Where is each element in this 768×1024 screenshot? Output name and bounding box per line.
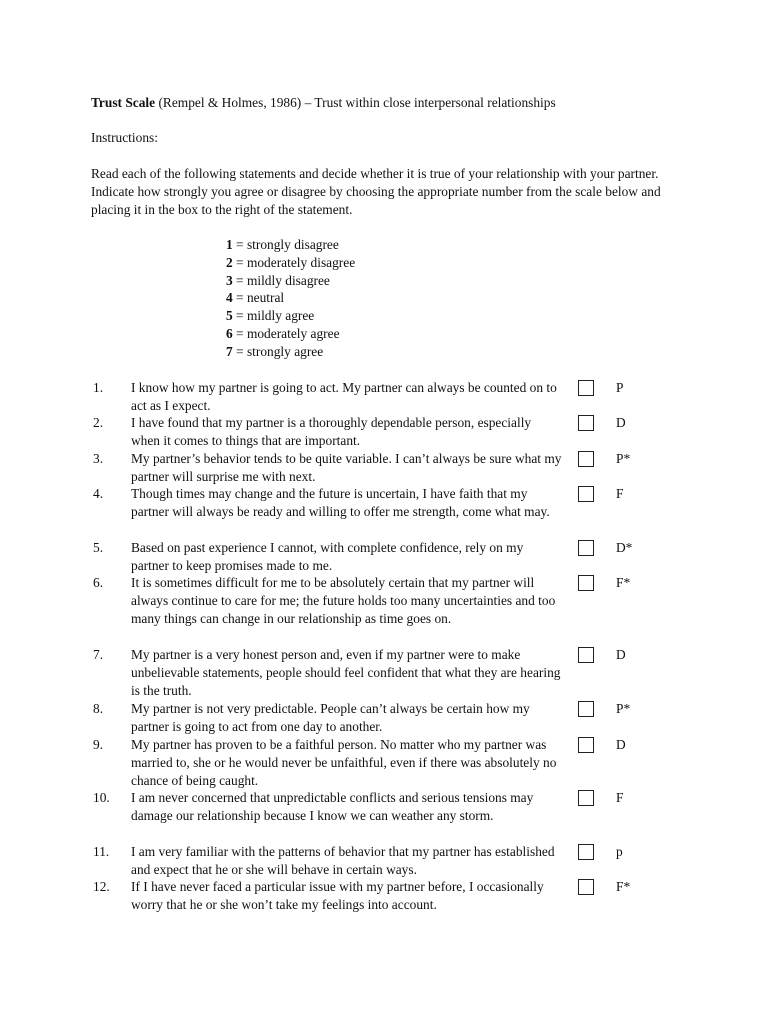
statement-text: My partner has proven to be a faithful person. No matter who my partner was married to, she or he would never be unfaithful, even if there was absolutely no chance of being caught. — [131, 737, 557, 788]
statement-number: 7. — [93, 647, 104, 662]
statement-number: 9. — [93, 737, 104, 752]
response-box[interactable] — [578, 844, 594, 860]
scale-label: = mildly disagree — [232, 272, 330, 288]
title-citation: (Rempel & Holmes, 1986) – Trust within close interpersonal relationships — [155, 95, 556, 110]
scale-row — [226, 289, 355, 307]
response-box[interactable] — [578, 737, 594, 753]
response-box[interactable] — [578, 879, 594, 895]
instructions-text: Read each of the following statements and decide whether it is true of your relationship with your partner. Indicate how strongly you agree or disagree by choosing the appropriate number from the scale below and placing it in the box to the right of the statement. — [91, 166, 661, 217]
subscale-code: F* — [616, 575, 631, 590]
statement-number: 10. — [93, 790, 110, 805]
subscale-code: P — [616, 380, 624, 395]
scale-value: 3 — [226, 272, 233, 288]
statement-text: My partner is not very predictable. People can’t always be certain how my partner is going to act from one day to another. — [131, 701, 530, 734]
statement-text: I know how my partner is going to act. My partner can always be counted on to act as I expect. — [131, 380, 557, 413]
subscale-code: F — [616, 486, 624, 501]
scale-label: = moderately agree — [232, 325, 340, 341]
scale-label: = moderately disagree — [232, 254, 356, 270]
response-box[interactable] — [578, 647, 594, 663]
statement-number: 6. — [93, 575, 104, 590]
scale-value: 2 — [226, 254, 233, 270]
statement-text: My partner is a very honest person and, even if my partner were to make unbelievable statements, people should feel confident that what they are hearing is the truth. — [131, 647, 561, 698]
subscale-code: P* — [616, 451, 631, 466]
subscale-code: F* — [616, 879, 631, 894]
scale-label: = neutral — [232, 290, 285, 306]
scale-row — [226, 307, 355, 325]
response-box[interactable] — [578, 790, 594, 806]
statement-text: If I have never faced a particular issue with my partner before, I occasionally worry that he or she won’t take my feelings into account. — [131, 879, 544, 912]
scale-row — [226, 343, 355, 361]
response-box[interactable] — [578, 451, 594, 467]
statement-text: I am never concerned that unpredictable conflicts and serious tensions may damage our relationship because I know we can weather any storm. — [131, 790, 534, 823]
statement-number: 1. — [93, 380, 104, 395]
statement-text: It is sometimes difficult for me to be absolutely certain that my partner will always continue to care for me; the future holds too many uncertainties and too many things can change in our relationship as time goes on. — [131, 575, 556, 626]
response-box[interactable] — [578, 701, 594, 717]
subscale-code: D — [616, 415, 626, 430]
instructions-label: Instructions: — [91, 130, 158, 145]
statement-number: 2. — [93, 415, 104, 430]
subscale-code: D* — [616, 540, 633, 555]
statement-text: Though times may change and the future is uncertain, I have faith that my partner will always be ready and willing to offer me strength, come what may. — [131, 486, 550, 519]
subscale-code: p — [616, 844, 623, 859]
subscale-code: P* — [616, 701, 631, 716]
statement-number: 4. — [93, 486, 104, 501]
statement-number: 3. — [93, 451, 104, 466]
scale-value: 5 — [226, 308, 233, 324]
scale-label: = strongly disagree — [232, 237, 339, 252]
scale-row — [226, 236, 355, 254]
page-title — [91, 94, 731, 112]
scale-value: 1 — [226, 237, 233, 252]
response-box[interactable] — [578, 415, 594, 431]
scale-value: 6 — [226, 325, 233, 341]
response-box[interactable] — [578, 486, 594, 502]
statement-text: I am very familiar with the patterns of behavior that my partner has established and expect that he or she will behave in certain ways. — [131, 844, 555, 877]
response-box[interactable] — [578, 380, 594, 396]
scale-label: = strongly agree — [232, 343, 324, 359]
subscale-code: D — [616, 737, 626, 752]
subscale-code: F — [616, 790, 624, 805]
statement-text: My partner’s behavior tends to be quite variable. I can’t always be sure what my partner will surprise me with next. — [131, 451, 562, 484]
scale-value: 4 — [226, 290, 233, 306]
scale-label: = mildly agree — [232, 308, 315, 324]
statement-text: I have found that my partner is a thoroughly dependable person, especially when it comes to things that are important. — [131, 415, 532, 448]
scale-row — [226, 325, 355, 343]
statement-number: 5. — [93, 540, 104, 555]
scale-row — [226, 254, 355, 272]
scale-name: Trust Scale — [91, 95, 156, 110]
rating-scale — [226, 236, 355, 361]
statement-text: Based on past experience I cannot, with complete confidence, rely on my partner to keep promises made to me. — [131, 540, 524, 573]
response-box[interactable] — [578, 575, 594, 591]
statement-number: 11. — [93, 844, 110, 859]
scale-value: 7 — [226, 343, 233, 359]
statement-number: 12. — [93, 879, 110, 894]
statement-number: 8. — [93, 701, 104, 716]
subscale-code: D — [616, 647, 626, 662]
response-box[interactable] — [578, 540, 594, 556]
scale-row — [226, 272, 355, 290]
